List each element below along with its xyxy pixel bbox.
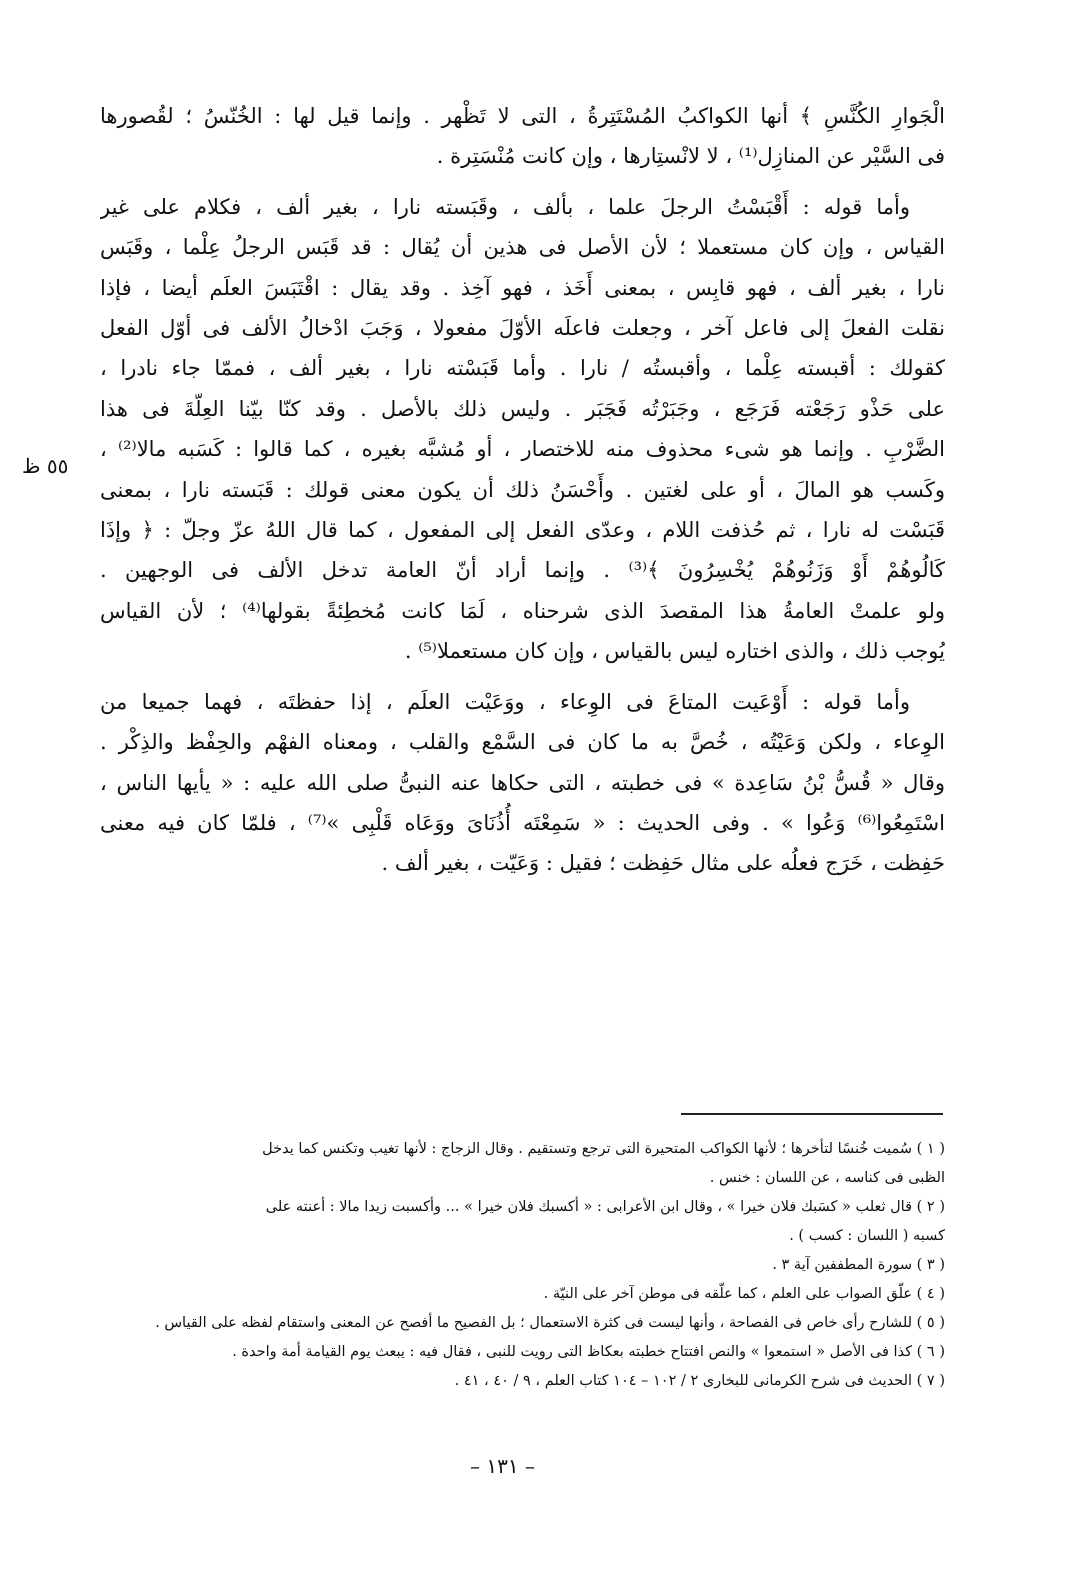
text-line: يُوجب ذلك ، والذى اختاره ليس بالقياس ، وإن كان مستعملا⁽⁵⁾ . [404, 639, 945, 664]
footnote-line: ( ٣ ) سورة المطففين آية ٣ . [772, 1257, 945, 1273]
text-line: وقال « قُسُّ بْنُ سَاعِدة » فى خطبته ، التى حكاها عنه النبىُّ صلى الله عليه : « يأيها الناس ، [100, 770, 945, 795]
text-line: على حَذْو رَجَعْته فَرَجَع ، وجَبَرْتُه فَجَبَر . وليس ذلك بالأصل . وقد كنّا بيّنا العِلّةَ فى هذا [100, 396, 945, 421]
footnote-line: الظبى فى كناسه ، عن اللسان : خنس . [709, 1170, 945, 1186]
footnote-divider [681, 1113, 943, 1115]
footnote-line: ( ٦ ) كذا فى الأصل « استمعوا » والنص افتتاح خطبته بعكاظ التى رويت للنبى ، فقال فيه : يبعث يوم القيامة أمة واحدة . [232, 1344, 945, 1360]
folio-margin-note: ٥٥ ظ [22, 454, 69, 478]
footnote-line: ( ١ ) سُميت خُنسًا لتأخرها ؛ لأنها الكواكب المتحيرة التى ترجع وتستقيم . وقال الزجاج : لأنها تغيب وتكنس كما يدخل [262, 1141, 945, 1157]
text-line: نقلت الفعلَ إلى فاعل آخر ، وجعلت فاعلَه الأوّلَ مفعولا ، وَجَبَ ادْخالُ الألف فى أوّل الفعل [100, 316, 945, 341]
paragraph-3 [100, 682, 945, 884]
text-line: الوِعاء ، ولكن وَعَيْتُه ، خُصَّ به ما كان فى السَّمْع والقلب ، ومعناه الفهْم والحِفْظ والذِكْر . [100, 730, 945, 755]
text-line: الضَّرْبِ . وإنما هو شىء محذوف منه للاختصار ، أو مُشبَّه بغيره ، كما قالوا : كَسَبه مالا⁽²⁾ ، [100, 437, 945, 462]
text-line: وأما قوله : أَقْبَسْتُ الرجلَ علما ، بألف ، وقَبَسته نارا ، بغير ألف ، فكلام على غير [100, 194, 910, 219]
footnotes [100, 1135, 945, 1396]
text-line: نارا ، بغير ألف ، فهو قابِس ، بمعنى أَخَذ ، فهو آخِذ . وقد يقال : اقْتَبَسَ العلَم أيضا ، فإذا [100, 275, 945, 300]
text-line: حَفِظت ، خَرَج فعلُه على مثال حَفِظت ؛ فقيل : وَعَيّت ، بغير ألف . [381, 851, 945, 876]
text-line: الْجَوارِ الكُنَّسِ ﴾ أنها الكواكبُ المُسْتَتِرةُ ، التى لا تَظْهر . وإنما قيل لها : الخُنّسُ ؛ لقُصورها [100, 104, 945, 128]
footnote-line: ( ٢ ) قال ثعلب « كسَبك فلان خيرا » ، وقال ابن الأعرابى : « أكسبك فلان خيرا » ... وأكسبت زيدا مالا : أعنته على [265, 1199, 945, 1215]
text-line: وكَسب هو المالَ ، أو على لغتين . وأَحْسَنُ ذلك أن يكون معنى قولك : قَبَسته نارا ، بمعنى [100, 477, 945, 502]
text-line: وأما قوله : أَوْعَيت المتاعَ فى الوِعاء ، ووَعَيْت العلَم ، إذا حفظتَه ، فهما جميعا من [100, 689, 910, 714]
text-line: القياس ، وإن كان مستعملا ؛ لأن الأصل فى هذين أن يُقال : قد قَبَس الرجلُ عِلْما ، وقَبَس [100, 235, 945, 260]
main-text [100, 96, 945, 884]
footnote-line: ( ٥ ) للشارح رأى خاص فى الفصاحة ، وأنها ليست فى كثرة الاستعمال ؛ بل الفصيح ما أفصح عن المعنى واستقام لفظه على القياس . [155, 1315, 945, 1331]
text-line: كَالُوهُمْ أَوْ وَزَنُوهُمْ يُخْسِرُونَ ﴾⁽³⁾ . وإنما أراد أنّ العامة تدخل الألف فى الوجهين . [100, 558, 945, 583]
paragraph-2 [100, 187, 945, 672]
text-line: فى السَّيْر عن المنازِل⁽¹⁾ ، لا لانْستِارها ، وإن كانت مُنْسَتِرة . [436, 144, 945, 169]
footnote-line: ( ٧ ) الحديث فى شرح الكرمانى للبخارى ٢ / ١٠٢ – ١٠٤ كتاب العلم ، ٩ / ٤٠ ، ٤١ . [454, 1373, 945, 1389]
footnote-line: ( ٤ ) علّق الصواب على العلم ، كما علّقه فى موطن آخر على النيّة . [543, 1286, 945, 1302]
footnote-line: كسبه ( اللسان : كسب ) . [789, 1228, 945, 1244]
text-line: كقولك : أقبسته عِلْما ، وأقبستُه / نارا . وأما قَبَسْته نارا ، بغير ألف ، فممّا جاء نادرا ، [100, 356, 945, 381]
text-line: قَبَسْت له نارا ، ثم حُذفت اللام ، وعدّى الفعل إلى المفعول ، كما قال اللهُ عزّ وجلّ : ﴿ وإذَا [100, 518, 945, 543]
paragraph-1 [100, 96, 945, 177]
page-number: – ١٣١ – [470, 1454, 535, 1478]
text-line: ولو علمتْ العامةُ هذا المقصدَ الذى شرحناه ، لَمَا كانت مُخطِئةً بقولها⁽⁴⁾ ؛ لأن القياس [100, 598, 945, 623]
text-line: اسْتَمِعُوا⁽⁶⁾ وَعُوا » . وفى الحديث : « سَمِعْتَه أُذُنَاىَ ووَعَاه قَلْبِى »⁽⁷⁾ ، فلمّا كان فيه معنى [100, 810, 945, 835]
